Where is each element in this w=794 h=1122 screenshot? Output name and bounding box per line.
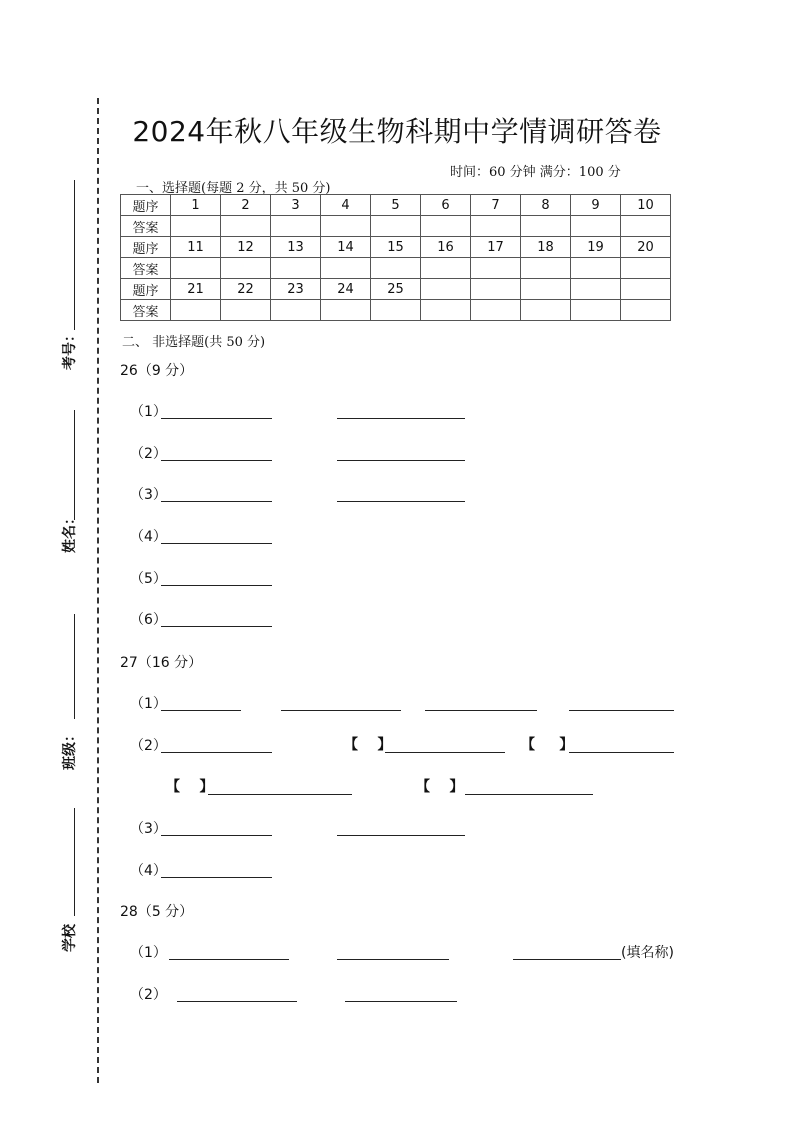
q-number: 7 bbox=[471, 195, 521, 216]
answer-blank[interactable] bbox=[161, 710, 241, 711]
q27-sub1-number: （1） bbox=[130, 696, 167, 712]
answer-cell[interactable] bbox=[571, 300, 621, 321]
q-number bbox=[521, 279, 571, 300]
q26-sub6-number: （6） bbox=[130, 612, 167, 628]
q26-sub2-number: （2） bbox=[130, 446, 167, 462]
banji-fill-line[interactable] bbox=[74, 614, 75, 719]
answer-cell[interactable] bbox=[171, 216, 221, 237]
answer-cell[interactable] bbox=[471, 300, 521, 321]
row-label-a: 答案 bbox=[121, 216, 171, 237]
q26-sub3-number: （3） bbox=[130, 487, 167, 503]
q27-sub4-number: （4） bbox=[130, 863, 167, 879]
answer-table bbox=[120, 194, 671, 321]
q-number: 6 bbox=[421, 195, 471, 216]
row-label-q: 题序 bbox=[121, 279, 171, 300]
answer-cell[interactable] bbox=[421, 258, 471, 279]
answer-blank[interactable] bbox=[281, 710, 401, 711]
q28-heading: 28（5 分） bbox=[120, 904, 194, 920]
q-number: 23 bbox=[271, 279, 321, 300]
answer-cell[interactable] bbox=[171, 300, 221, 321]
table-row bbox=[121, 279, 671, 300]
answer-blank[interactable] bbox=[161, 585, 272, 586]
answer-blank[interactable] bbox=[161, 501, 272, 502]
answer-cell[interactable] bbox=[221, 216, 271, 237]
q-number: 13 bbox=[271, 237, 321, 258]
q-number: 1 bbox=[171, 195, 221, 216]
answer-blank[interactable] bbox=[425, 710, 537, 711]
row-label-a: 答案 bbox=[121, 258, 171, 279]
answer-blank[interactable] bbox=[208, 794, 352, 795]
table-row bbox=[121, 216, 671, 237]
section1-title: 一、选择题(每题 2 分，共 50 分) bbox=[136, 181, 331, 196]
q-number: 22 bbox=[221, 279, 271, 300]
q27-heading: 27（16 分） bbox=[120, 655, 203, 671]
q-number: 9 bbox=[571, 195, 621, 216]
answer-cell[interactable] bbox=[471, 216, 521, 237]
section2-title: 二、 非选择题(共 50 分) bbox=[122, 335, 266, 350]
answer-cell[interactable] bbox=[371, 258, 421, 279]
q-number: 10 bbox=[621, 195, 671, 216]
q-number: 14 bbox=[321, 237, 371, 258]
banji-label: 班级： bbox=[62, 728, 78, 770]
q-number bbox=[421, 279, 471, 300]
xingming-label: 姓名： bbox=[62, 511, 78, 553]
answer-cell[interactable] bbox=[321, 300, 371, 321]
answer-blank[interactable] bbox=[161, 752, 272, 753]
kaohao-fill-line[interactable] bbox=[74, 180, 75, 330]
answer-cell[interactable] bbox=[521, 258, 571, 279]
q-number: 24 bbox=[321, 279, 371, 300]
answer-cell[interactable] bbox=[171, 258, 221, 279]
binding-dashed-line bbox=[97, 98, 99, 1083]
answer-cell[interactable] bbox=[271, 300, 321, 321]
xuexiao-fill-line[interactable] bbox=[74, 808, 75, 916]
label-bracket[interactable]: 【 】 bbox=[521, 737, 574, 753]
q26-sub4-number: （4） bbox=[130, 529, 167, 545]
answer-blank[interactable] bbox=[337, 959, 449, 960]
answer-cell[interactable] bbox=[271, 216, 321, 237]
answer-blank[interactable] bbox=[513, 959, 621, 960]
q-number: 19 bbox=[571, 237, 621, 258]
answer-cell[interactable] bbox=[321, 216, 371, 237]
answer-blank[interactable] bbox=[337, 835, 465, 836]
answer-cell[interactable] bbox=[221, 300, 271, 321]
q26-sub1-number: （1） bbox=[130, 404, 167, 420]
answer-cell[interactable] bbox=[471, 258, 521, 279]
answer-cell[interactable] bbox=[371, 300, 421, 321]
q-number: 21 bbox=[171, 279, 221, 300]
answer-blank[interactable] bbox=[161, 835, 272, 836]
q-number: 12 bbox=[221, 237, 271, 258]
answer-blank[interactable] bbox=[169, 959, 289, 960]
answer-blank[interactable] bbox=[385, 752, 505, 753]
answer-blank[interactable] bbox=[569, 752, 674, 753]
xingming-fill-line[interactable] bbox=[74, 410, 75, 520]
q-number bbox=[621, 279, 671, 300]
answer-blank[interactable] bbox=[161, 418, 272, 419]
answer-blank[interactable] bbox=[337, 460, 465, 461]
fill-name-hint: (填名称) bbox=[621, 945, 674, 961]
q-number: 16 bbox=[421, 237, 471, 258]
q-number: 25 bbox=[371, 279, 421, 300]
answer-cell[interactable] bbox=[621, 300, 671, 321]
answer-cell[interactable] bbox=[571, 216, 621, 237]
q-number: 18 bbox=[521, 237, 571, 258]
answer-cell[interactable] bbox=[321, 258, 371, 279]
label-bracket[interactable]: 【 】 bbox=[166, 779, 214, 795]
exam-meta: 时间：60 分钟 满分：100 分 bbox=[450, 165, 621, 180]
answer-cell[interactable] bbox=[271, 258, 321, 279]
table-row bbox=[121, 258, 671, 279]
answer-cell[interactable] bbox=[621, 216, 671, 237]
table-row bbox=[121, 300, 671, 321]
q26-heading: 26（9 分） bbox=[120, 363, 194, 379]
q-number: 8 bbox=[521, 195, 571, 216]
q28-sub1-number: （1） bbox=[130, 945, 167, 961]
q-number: 15 bbox=[371, 237, 421, 258]
label-bracket[interactable]: 【 】 bbox=[344, 737, 392, 753]
q27-sub3-number: （3） bbox=[130, 821, 167, 837]
answer-blank[interactable] bbox=[161, 877, 272, 878]
answer-blank[interactable] bbox=[177, 1001, 297, 1002]
xuexiao-label: 学校 bbox=[62, 924, 78, 952]
table-row bbox=[121, 237, 671, 258]
q-number: 5 bbox=[371, 195, 421, 216]
answer-cell[interactable] bbox=[621, 258, 671, 279]
answer-cell[interactable] bbox=[521, 216, 571, 237]
answer-blank[interactable] bbox=[569, 710, 674, 711]
answer-blank[interactable] bbox=[337, 501, 465, 502]
q-number: 11 bbox=[171, 237, 221, 258]
row-label-q: 题序 bbox=[121, 195, 171, 216]
kaohao-label: 考号： bbox=[62, 328, 78, 370]
answer-cell[interactable] bbox=[521, 300, 571, 321]
answer-blank[interactable] bbox=[337, 418, 465, 419]
row-label-q: 题序 bbox=[121, 237, 171, 258]
answer-blank[interactable] bbox=[345, 1001, 457, 1002]
q-number: 4 bbox=[321, 195, 371, 216]
answer-cell[interactable] bbox=[221, 258, 271, 279]
q-number: 17 bbox=[471, 237, 521, 258]
answer-blank[interactable] bbox=[161, 543, 272, 544]
page-title: 2024年秋八年级生物科期中学情调研答卷 bbox=[132, 115, 662, 148]
answer-cell[interactable] bbox=[421, 216, 471, 237]
answer-cell[interactable] bbox=[571, 258, 621, 279]
q26-sub5-number: （5） bbox=[130, 571, 167, 587]
label-bracket[interactable]: 【 】 bbox=[416, 779, 464, 795]
row-label-a: 答案 bbox=[121, 300, 171, 321]
q-number: 2 bbox=[221, 195, 271, 216]
q28-sub2-number: （2） bbox=[130, 987, 167, 1003]
q-number bbox=[471, 279, 521, 300]
answer-cell[interactable] bbox=[421, 300, 471, 321]
table-row bbox=[121, 195, 671, 216]
answer-blank[interactable] bbox=[161, 626, 272, 627]
q-number: 20 bbox=[621, 237, 671, 258]
answer-blank[interactable] bbox=[465, 794, 593, 795]
answer-cell[interactable] bbox=[371, 216, 421, 237]
q-number: 3 bbox=[271, 195, 321, 216]
answer-blank[interactable] bbox=[161, 460, 272, 461]
q27-sub2-number: （2） bbox=[130, 738, 167, 754]
q-number bbox=[571, 279, 621, 300]
